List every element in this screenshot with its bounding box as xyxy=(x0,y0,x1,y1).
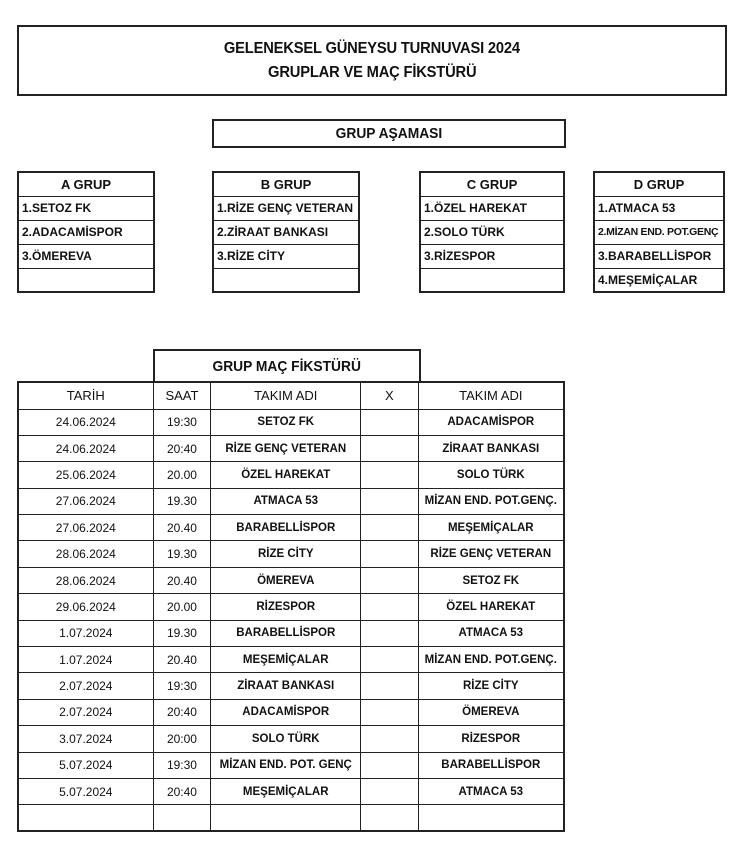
away-team: ATMACA 53 xyxy=(418,620,564,646)
away-team: ÖZEL HAREKAT xyxy=(418,594,564,620)
home-team: ZİRAAT BANKASI xyxy=(211,673,361,699)
match-time: 20.00 xyxy=(153,462,211,488)
versus-score xyxy=(361,435,418,461)
match-date: 24.06.2024 xyxy=(18,409,153,435)
table-row xyxy=(18,752,564,778)
col-header-date: TARİH xyxy=(18,382,153,409)
match-date: 2.07.2024 xyxy=(18,673,153,699)
match-date: 25.06.2024 xyxy=(18,462,153,488)
versus-score xyxy=(361,673,418,699)
group-stage-title xyxy=(212,119,566,148)
away-team: MEŞEMİÇALAR xyxy=(418,515,564,541)
col-header-time: SAAT xyxy=(153,382,211,409)
home-team: SOLO TÜRK xyxy=(211,726,361,752)
group-c-team-4 xyxy=(420,268,564,292)
match-time xyxy=(153,805,211,831)
group-b-team-1: 1.RİZE GENÇ VETERAN xyxy=(213,196,359,220)
group-a-team-2: 2.ADACAMİSPOR xyxy=(18,220,154,244)
match-date: 29.06.2024 xyxy=(18,594,153,620)
away-team: ADACAMİSPOR xyxy=(418,409,564,435)
match-date: 27.06.2024 xyxy=(18,488,153,514)
versus-score xyxy=(361,647,418,673)
group-c-name: C GRUP xyxy=(420,172,564,196)
home-team: RİZESPOR xyxy=(211,594,361,620)
match-date: 2.07.2024 xyxy=(18,699,153,725)
table-row xyxy=(18,805,564,831)
home-team: MEŞEMİÇALAR xyxy=(211,647,361,673)
table-row xyxy=(18,488,564,514)
versus-score xyxy=(361,541,418,567)
match-time: 20:40 xyxy=(153,435,211,461)
away-team: MİZAN END. POT.GENÇ. xyxy=(418,647,564,673)
match-date xyxy=(18,805,153,831)
table-row xyxy=(18,673,564,699)
match-date: 24.06.2024 xyxy=(18,435,153,461)
home-team: ÖZEL HAREKAT xyxy=(211,462,361,488)
versus-score xyxy=(361,515,418,541)
away-team: SETOZ FK xyxy=(418,567,564,593)
versus-score xyxy=(361,699,418,725)
match-time: 20:00 xyxy=(153,726,211,752)
home-team: SETOZ FK xyxy=(211,409,361,435)
versus-score xyxy=(361,805,418,831)
group-a-team-1: 1.SETOZ FK xyxy=(18,196,154,220)
match-date: 1.07.2024 xyxy=(18,620,153,646)
away-team: ATMACA 53 xyxy=(418,778,564,804)
away-team: BARABELLİSPOR xyxy=(418,752,564,778)
away-team xyxy=(418,805,564,831)
table-row xyxy=(18,778,564,804)
home-team: RİZE GENÇ VETERAN xyxy=(211,435,361,461)
table-row xyxy=(18,515,564,541)
col-header-away-team: TAKIM ADI xyxy=(418,382,564,409)
versus-score xyxy=(361,778,418,804)
match-date: 27.06.2024 xyxy=(18,515,153,541)
home-team: MİZAN END. POT. GENÇ xyxy=(211,752,361,778)
group-d-team-3: 3.BARABELLİSPOR xyxy=(594,244,724,268)
col-header-versus: X xyxy=(361,382,418,409)
home-team: BARABELLİSPOR xyxy=(211,515,361,541)
match-date: 5.07.2024 xyxy=(18,752,153,778)
group-d-team-4: 4.MEŞEMİÇALAR xyxy=(594,268,724,292)
tournament-subtitle: GRUPLAR VE MAÇ FİKSTÜRÜ xyxy=(267,63,477,81)
home-team xyxy=(211,805,361,831)
home-team: ATMACA 53 xyxy=(211,488,361,514)
group-a-name: A GRUP xyxy=(18,172,154,196)
fixture-header-row xyxy=(18,382,564,409)
group-d-team-2: 2.MİZAN END. POT.GENÇ xyxy=(594,220,724,244)
match-time: 20:40 xyxy=(153,699,211,725)
away-team: RİZE GENÇ VETERAN xyxy=(418,541,564,567)
table-row xyxy=(18,567,564,593)
group-c-team-2: 2.SOLO TÜRK xyxy=(420,220,564,244)
match-time: 19.30 xyxy=(153,541,211,567)
table-row xyxy=(18,726,564,752)
table-row xyxy=(18,647,564,673)
match-time: 19:30 xyxy=(153,409,211,435)
match-date: 28.06.2024 xyxy=(18,567,153,593)
match-date: 5.07.2024 xyxy=(18,778,153,804)
table-row xyxy=(18,435,564,461)
home-team: BARABELLİSPOR xyxy=(211,620,361,646)
versus-score xyxy=(361,567,418,593)
group-stage-title-text: GRUP AŞAMASI xyxy=(335,125,443,142)
away-team: RİZESPOR xyxy=(418,726,564,752)
group-b-team-4 xyxy=(213,268,359,292)
table-row xyxy=(18,541,564,567)
away-team: ÖMEREVA xyxy=(418,699,564,725)
table-row xyxy=(18,620,564,646)
group-b-table xyxy=(212,171,360,293)
group-c-team-3: 3.RİZESPOR xyxy=(420,244,564,268)
fixture-title-text: GRUP MAÇ FİKSTÜRÜ xyxy=(212,357,362,375)
tournament-title: GELENEKSEL GÜNEYSU TURNUVASI 2024 xyxy=(223,39,521,57)
table-row xyxy=(18,699,564,725)
away-team: ZİRAAT BANKASI xyxy=(418,435,564,461)
tournament-title-box xyxy=(17,25,727,96)
match-time: 20:40 xyxy=(153,778,211,804)
match-time: 19.30 xyxy=(153,620,211,646)
match-time: 20.40 xyxy=(153,515,211,541)
group-a-team-3: 3.ÖMEREVA xyxy=(18,244,154,268)
group-d-table xyxy=(593,171,725,293)
match-time: 19:30 xyxy=(153,673,211,699)
group-b-team-2: 2.ZİRAAT BANKASI xyxy=(213,220,359,244)
versus-score xyxy=(361,620,418,646)
home-team: RİZE CİTY xyxy=(211,541,361,567)
group-b-team-3: 3.RİZE CİTY xyxy=(213,244,359,268)
col-header-home-team: TAKIM ADI xyxy=(211,382,361,409)
away-team: SOLO TÜRK xyxy=(418,462,564,488)
versus-score xyxy=(361,594,418,620)
home-team: ÖMEREVA xyxy=(211,567,361,593)
group-a-team-4 xyxy=(18,268,154,292)
match-time: 20.00 xyxy=(153,594,211,620)
home-team: ADACAMİSPOR xyxy=(211,699,361,725)
match-date: 3.07.2024 xyxy=(18,726,153,752)
group-a-table xyxy=(17,171,155,293)
match-date: 28.06.2024 xyxy=(18,541,153,567)
group-d-name: D GRUP xyxy=(594,172,724,196)
table-row xyxy=(18,462,564,488)
versus-score xyxy=(361,488,418,514)
table-row xyxy=(18,409,564,435)
group-c-team-1: 1.ÖZEL HAREKAT xyxy=(420,196,564,220)
home-team: MEŞEMİÇALAR xyxy=(211,778,361,804)
versus-score xyxy=(361,752,418,778)
away-team: MİZAN END. POT.GENÇ. xyxy=(418,488,564,514)
match-time: 19.30 xyxy=(153,488,211,514)
group-d-team-1: 1.ATMACA 53 xyxy=(594,196,724,220)
match-date: 1.07.2024 xyxy=(18,647,153,673)
versus-score xyxy=(361,726,418,752)
fixture-title xyxy=(153,349,421,381)
match-time: 20.40 xyxy=(153,647,211,673)
versus-score xyxy=(361,462,418,488)
match-time: 20.40 xyxy=(153,567,211,593)
group-b-name: B GRUP xyxy=(213,172,359,196)
match-time: 19:30 xyxy=(153,752,211,778)
fixture-table xyxy=(17,381,565,832)
versus-score xyxy=(361,409,418,435)
group-c-table xyxy=(419,171,565,293)
table-row xyxy=(18,594,564,620)
away-team: RİZE CİTY xyxy=(418,673,564,699)
